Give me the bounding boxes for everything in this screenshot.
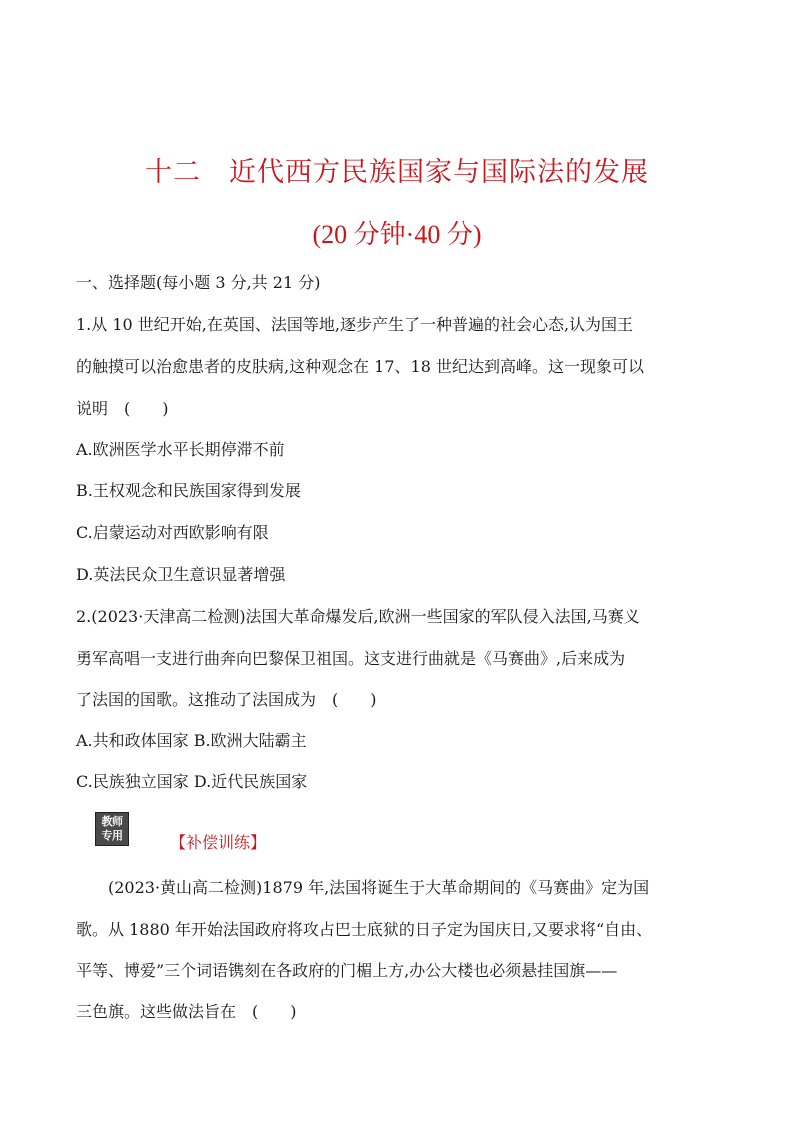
badge-line2: 专用 — [101, 829, 123, 842]
q2-text-line1: 2.(2023·天津高二检测)法国大革命爆发后,欧洲一些国家的军队侵入法国,马赛义 — [76, 607, 640, 626]
q1-option-c: C.启蒙运动对西欧影响有限 — [76, 523, 269, 542]
q3-text-line1: (2023·黄山高二检测)1879 年,法国将诞生于大革命期间的《马赛曲》定为国 — [108, 878, 650, 897]
q1-option-b: B.王权观念和民族国家得到发展 — [76, 481, 301, 500]
q1-text-line1: 1.从 10 世纪开始,在英国、法国等地,逐步产生了一种普遍的社会心态,认为国王 — [76, 315, 634, 334]
q1-text-line2: 的触摸可以治愈患者的皮肤病,这种观念在 17、18 世纪达到高峰。这一现象可以 — [76, 357, 644, 376]
q2-options-cd: C.民族独立国家 D.近代民族国家 — [76, 772, 308, 791]
teacher-only-badge — [95, 812, 129, 846]
q2-text-line2: 勇军高唱一支进行曲奔向巴黎保卫祖国。这支进行曲就是《马赛曲》,后来成为 — [76, 649, 626, 668]
q3-text-line3: 平等、博爱”三个词语镌刻在各政府的门楣上方,办公大楼也必须悬挂国旗—— — [76, 961, 618, 980]
page-subtitle: (20 分钟·40 分) — [312, 220, 482, 249]
page-title: 十二 近代西方民族国家与国际法的发展 — [145, 157, 649, 188]
q1-text-line3: 说明 ( ) — [76, 399, 169, 418]
q1-option-d: D.英法民众卫生意识显著增强 — [76, 565, 286, 584]
q3-text-line4: 三色旗。这些做法旨在 ( ) — [76, 1002, 297, 1021]
q2-text-line3: 了法国的国歌。这推动了法国成为 ( ) — [76, 690, 377, 709]
badge-line1: 教师 — [101, 815, 123, 828]
section-heading: 一、选择题(每小题 3 分,共 21 分) — [76, 273, 321, 292]
q2-options-ab: A.共和政体国家 B.欧洲大陆霸主 — [76, 731, 307, 750]
supplement-label: 【补偿训练】 — [170, 833, 267, 852]
q1-option-a: A.欧洲医学水平长期停滞不前 — [76, 440, 285, 459]
q3-text-line2: 歌。从 1880 年开始法国政府将攻占巴士底狱的日子定为国庆日,又要求将“自由、 — [76, 920, 653, 939]
